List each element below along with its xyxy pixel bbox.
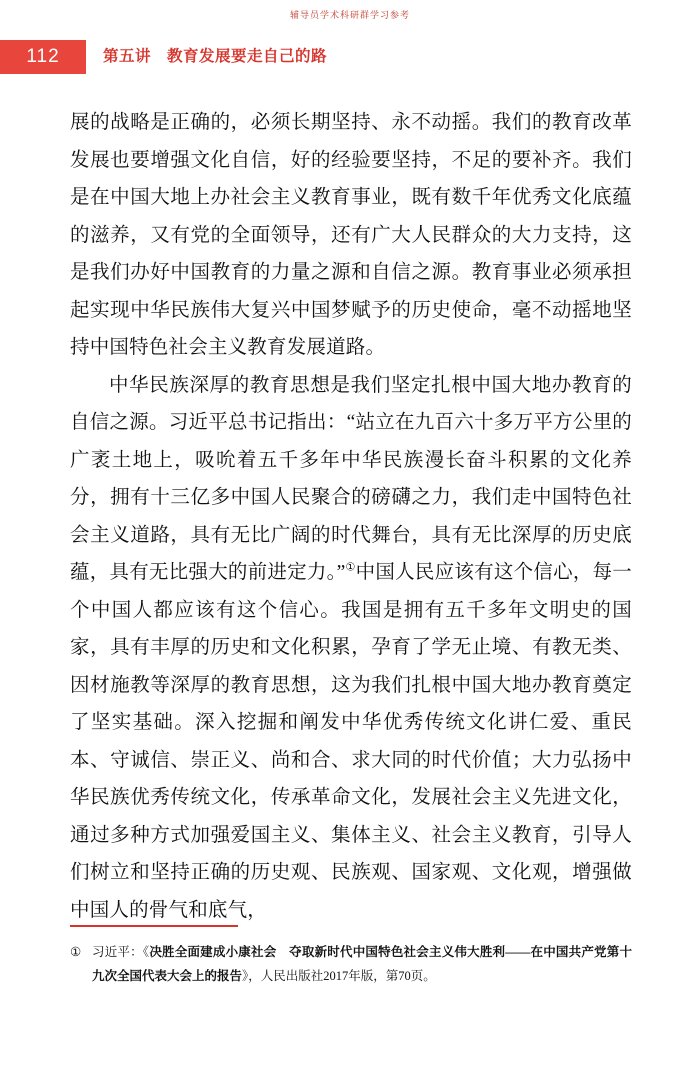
paragraph-2-before: 中华民族深厚的教育思想是我们坚定扎根中国大地办教育的自信之源。习近平总书记指出：“站立在九百六十多万平方公里的广袤土地上，吸吮着五千多年中华民族漫长奋斗积累的文化养分，拥有十三亿多中国人民聚合的磅礴之力，我们走中国特色社会主义道路，具有无比广阔的时代舞台，具有无比深厚的历史底蕴，具有无比强大的前进定力。” <box>70 374 632 583</box>
footnote-text-plain-1: 习近平：《 <box>92 945 150 959</box>
footnote-marker: ① <box>70 945 82 959</box>
paragraph-2-after: 中国人民应该有这个信心，每一个中国人都应该有这个信心。我国是拥有五千多年文明史的国家，具有丰厚的历史和文化积累，孕育了学无止境、有教无类、因材施教等深厚的教育思想，这为我们扎根中国大地办教育奠定了坚实基础。深入挖掘和阐发中华优秀传统文化讲仁爱、重民本、守诚信、崇正义、尚和合、求大同的时代价值；大力弘扬中华民族优秀传统文化，传承革命文化，发展社会主义先进文化，通过多种方式加强爱国主义、集体主义、社会主义教育，引导人们树立和坚持正确的历史观、民族观、国家观、文化观，增强做中国人的骨气和底气， <box>70 562 633 921</box>
footnote-block <box>70 940 632 988</box>
paragraph-1: 展的战略是正确的，必须长期坚持、永不动摇。我们的教育改革发展也要增强文化自信，好的经验要坚持，不足的要补齐。我们是在中国大地上办社会主义教育事业，既有数千年优秀文化底蕴的滋养，又有党的全面领导，还有广大人民群众的大力支持，这是我们办好中国教育的力量之源和自信之源。教育事业必须承担起实现中华民族伟大复兴中国梦赋予的历史使命，毫不动摇地坚持中国特色社会主义教育发展道路。 <box>70 112 632 358</box>
footnote-text-plain-2: 》，人民出版社2017年版，第70页。 <box>242 969 436 983</box>
footnote-text-bold-1: 决胜全面建成小康社会 夺取新时代中国特色社会主义伟大胜利—— <box>149 945 531 959</box>
footnote-reference-1[interactable]: ① <box>345 561 356 574</box>
footnote-text <box>92 940 632 988</box>
page-watermark: 辅导员学术科研群学习参考 <box>289 10 410 20</box>
footnote-divider <box>70 925 238 927</box>
page-number-badge: 112 <box>0 40 86 74</box>
body-text <box>70 104 632 929</box>
running-head <box>0 40 700 74</box>
chapter-title: 第五讲 教育发展要走自己的路 <box>103 48 328 65</box>
footnote-text-bold-2: 在中国共产党第十九次全国代表大会上的报告 <box>92 945 632 983</box>
paragraph-2 <box>70 367 632 930</box>
